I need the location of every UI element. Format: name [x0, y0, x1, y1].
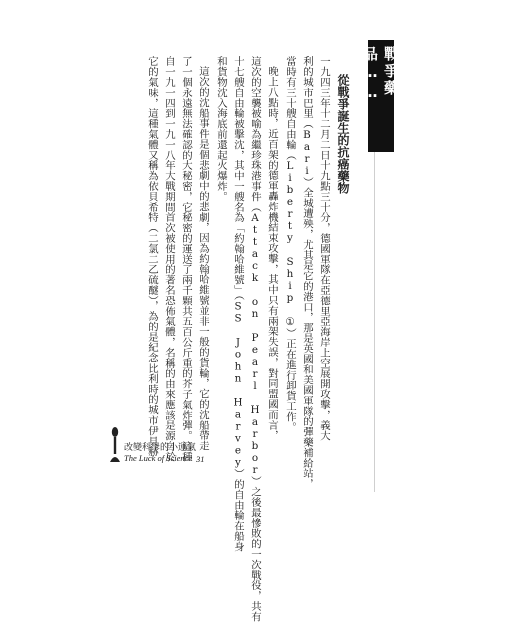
- text-line-9: 了一個永遠無法確認的大秘密，它秘密的運送了兩千顆共五百公斤重的芥子氣炸彈。這種: [180, 56, 192, 462]
- series-title-en: The Luck of Science: [124, 453, 193, 463]
- chapter-tab: [361, 40, 400, 152]
- chapter-title: 戰爭藥品……: [361, 46, 400, 103]
- text-line-7: 和貨物沈入海底前還起火爆炸。: [215, 56, 227, 202]
- text-line-8: 這次的沈船事件是個悲劇中的悲劇，因為約翰哈維號並非一般的貨輪，它的沈船帶走: [197, 66, 209, 451]
- page-number: 31: [196, 454, 205, 464]
- text-line-6: 十七艘自由輪被擊沈，其中一艘名為「約翰哈維號」（SS John Harvey）的自由輪在船身: [232, 56, 244, 552]
- text-line-10: 自一九一四到一九一八年大戰期間首次被使用的著名恐佈氣體，名稱的由來應該是源自於: [163, 56, 175, 462]
- page-footer: [108, 426, 218, 472]
- series-title-cn: 改變科學的小運氣: [124, 443, 197, 453]
- chapter-divider-line: [374, 152, 389, 492]
- text-line-11: 它的氣味，這種氣體又稱為依貝希特（二氯二乙硫醚），為的是紀念比利時的城市伊貝赫: [146, 56, 158, 457]
- text-line-4: 晚上八點時，近百架的德軍轟炸機結束攻擊，其中只有兩架失誤，對同盟國而言，: [266, 66, 278, 441]
- text-line-3: 當時有三十艘自由輪（Liberty Ship ①）正在進行卸貨工作。: [284, 56, 296, 432]
- text-line-5: 這次的空襲被喻為繼珍珠港事件（Attack on Pearl Harbor）之後最慘敗的一次戰役，共有: [249, 56, 261, 622]
- text-line-2: 利的城市巴里（Bari）全城遭殃，尤其是它的港口，那是英國和美國軍隊的彈藥補給站，: [301, 56, 313, 489]
- text-line-1: 一九四三年十二月二日十九點三十分，德國軍隊在亞德里亞海岸上空展開攻擊，義大: [318, 56, 330, 441]
- section-heading: 從戰爭誕生的抗癌藥物: [336, 74, 350, 194]
- lamp-logo-icon: [108, 426, 122, 464]
